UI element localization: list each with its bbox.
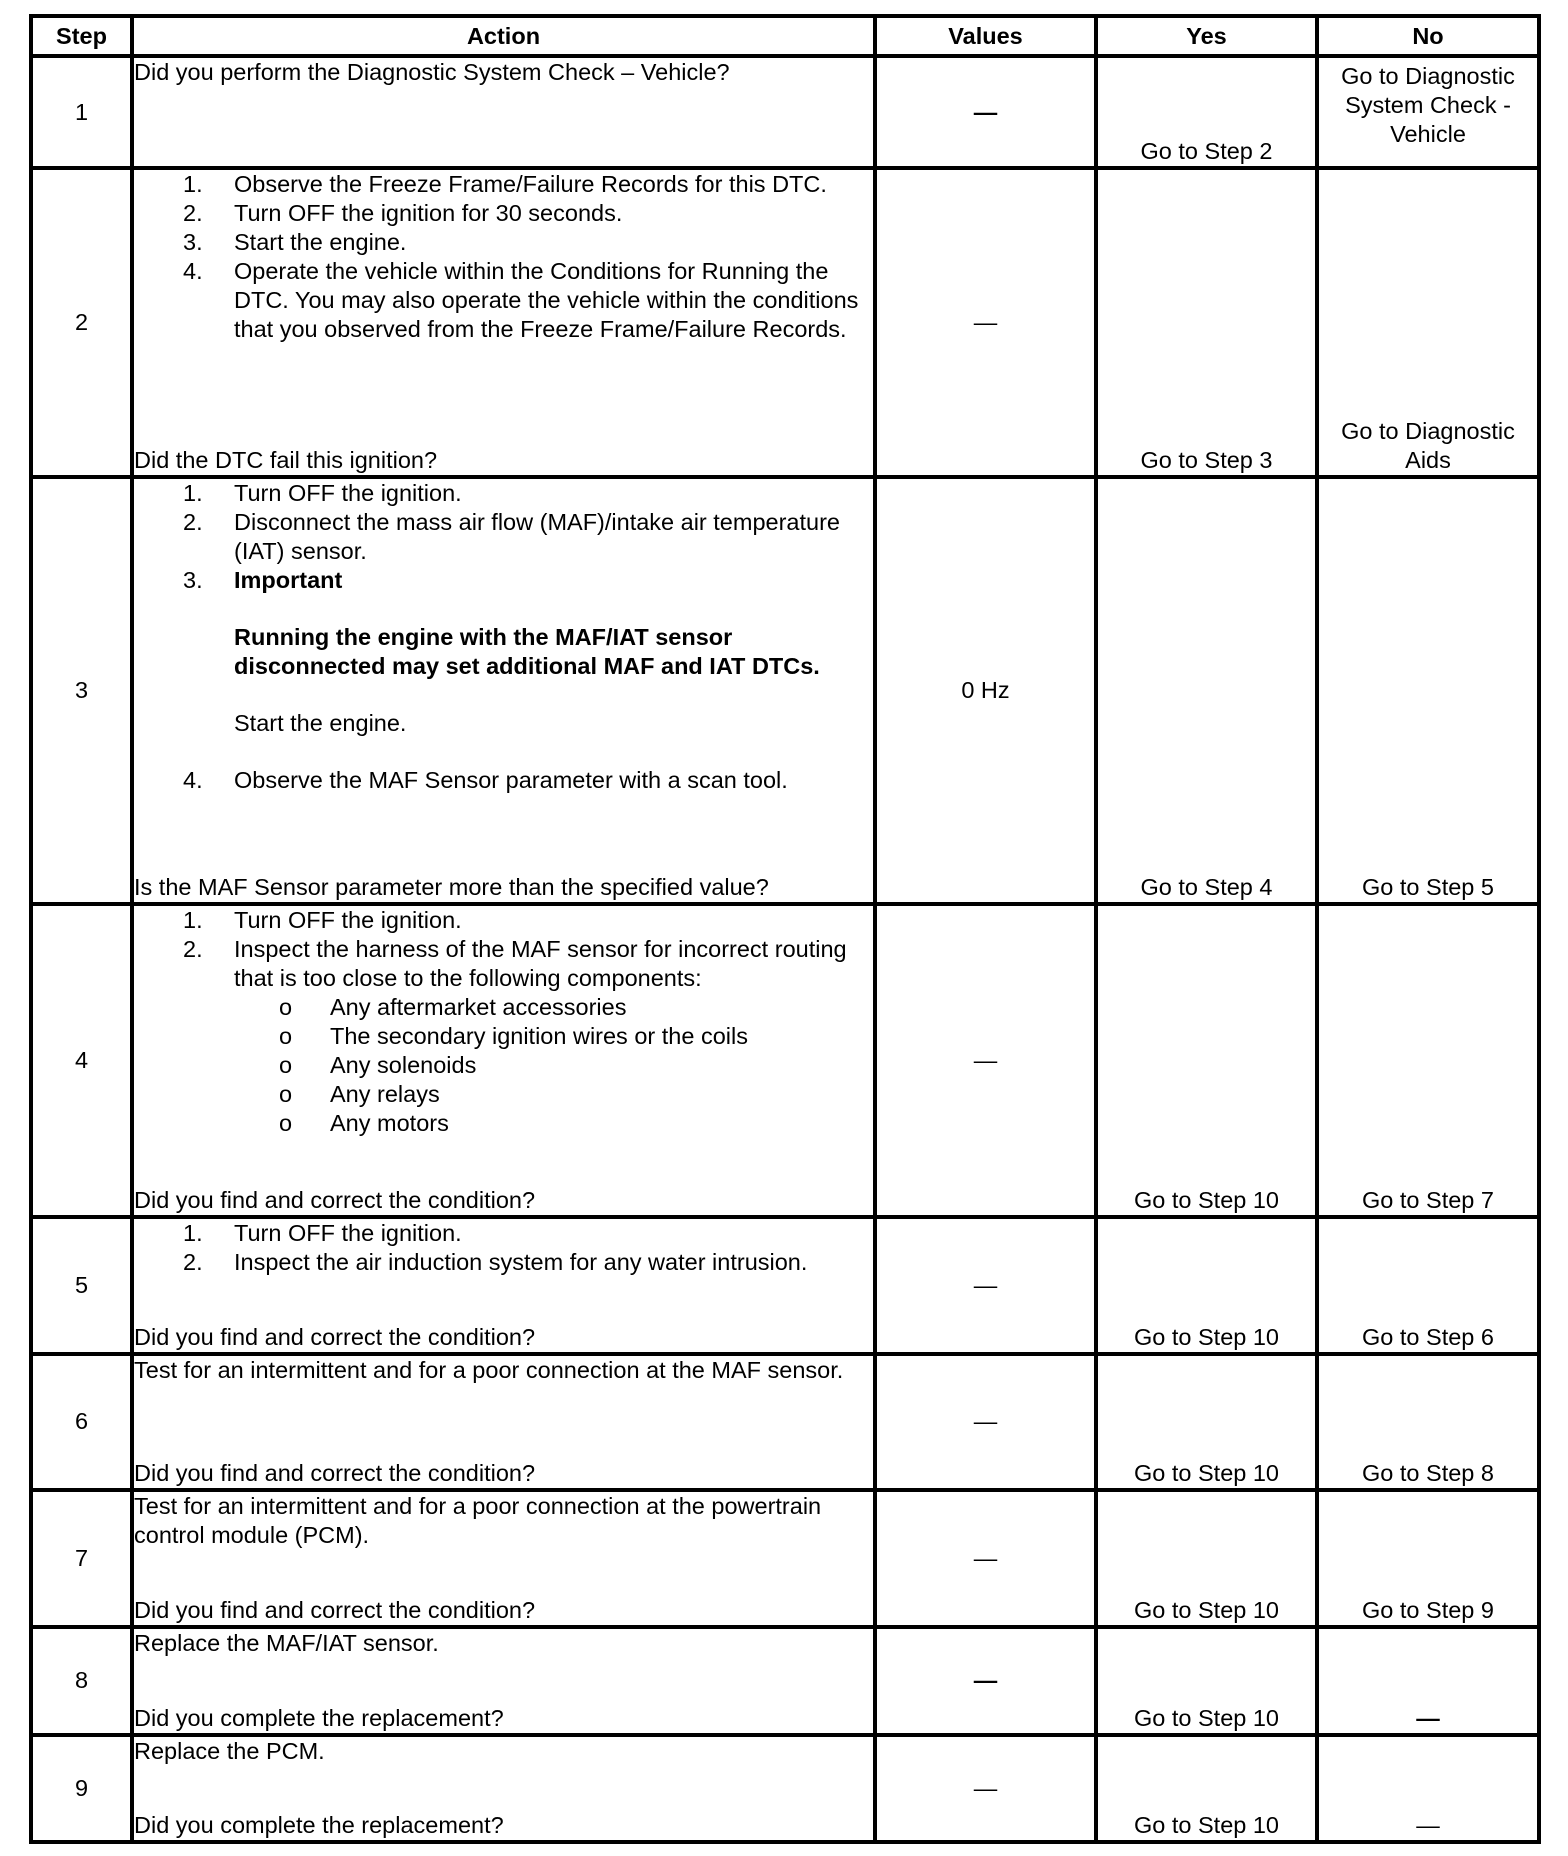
action-cell [132, 477, 875, 904]
action-cell [132, 1735, 875, 1842]
substep-text: Turn OFF the ignition for 30 seconds. [234, 200, 623, 227]
values-text: — [973, 1667, 998, 1694]
substep-list [134, 1219, 873, 1277]
substep-list [134, 479, 873, 795]
step-number: 7 [31, 1490, 132, 1627]
no-cell: Go to Step 8 [1317, 1354, 1539, 1491]
table-row-step-4 [31, 904, 1539, 1217]
action-cell [132, 1627, 875, 1734]
action-question: Did you find and correct the condition? [134, 1597, 536, 1624]
list-item: o Any motors [279, 1110, 449, 1137]
no-cell: Go to Diagnostic System Check - Vehicle [1317, 56, 1539, 168]
substep-text: Turn OFF the ignition. [234, 480, 462, 507]
table-row-step-2 [31, 168, 1539, 477]
values-text: — [973, 1774, 998, 1801]
action-text: Test for an intermittent and for a poor connection at the MAF sensor. [134, 1356, 844, 1383]
no-text: — [1416, 1812, 1440, 1838]
values-cell [875, 904, 1096, 1217]
list-item: 2. Disconnect the mass air flow (MAF)/intake air temperature (IAT) sensor. [183, 508, 873, 566]
yes-cell: Go to Step 10 [1096, 1627, 1317, 1734]
step-number: 4 [31, 904, 132, 1217]
list-item: 2. Inspect the air induction system for any water intrusion. [183, 1248, 873, 1277]
yes-cell: Go to Step 10 [1096, 1490, 1317, 1627]
action-question: Is the MAF Sensor parameter more than the specified value? [134, 874, 769, 901]
header-yes: Yes [1096, 16, 1317, 56]
action-question: Did the DTC fail this ignition? [134, 447, 438, 474]
substep-text: Turn OFF the ignition. [234, 1219, 462, 1246]
bullet-list [234, 993, 873, 1138]
yes-cell: Go to Step 10 [1096, 1354, 1317, 1491]
list-item: 1. Observe the Freeze Frame/Failure Records for this DTC. [183, 170, 873, 199]
action-question: Did you perform the Diagnostic System Check – Vehicle? [134, 59, 730, 85]
step-number: 6 [31, 1354, 132, 1491]
yes-cell: Go to Step 2 [1096, 56, 1317, 168]
table-row-step-1 [31, 56, 1539, 168]
table-row-step-8 [31, 1627, 1539, 1734]
yes-cell: Go to Step 3 [1096, 168, 1317, 477]
substep-list [134, 906, 873, 1138]
action-question: Did you complete the replacement? [134, 1812, 504, 1838]
values-cell [875, 1217, 1096, 1354]
action-cell [132, 168, 875, 477]
step-number: 9 [31, 1735, 132, 1842]
table-row-step-7 [31, 1490, 1539, 1627]
list-item: o Any aftermarket accessories [279, 994, 627, 1021]
substep-text: Observe the MAF Sensor parameter with a scan tool. [234, 767, 788, 794]
important-note: Running the engine with the MAF/IAT sensor disconnected may set additional MAF and IAT DTCs. [234, 624, 820, 680]
header-step: Step [31, 16, 132, 56]
table-row-step-5 [31, 1217, 1539, 1354]
step-number: 8 [31, 1627, 132, 1734]
list-item: 2. Inspect the harness of the MAF sensor for incorrect routing that is too close to the following components: o Any aftermarket accessories o The secondary ignition wires or the coils o Any solenoids o Any relays o Any motors [183, 935, 873, 1138]
list-item: 2. Turn OFF the ignition for 30 seconds. [183, 199, 873, 228]
diagnostic-table [29, 14, 1541, 1844]
no-cell: Go to Step 6 [1317, 1217, 1539, 1354]
yes-cell: Go to Step 10 [1096, 904, 1317, 1217]
values-cell [875, 1627, 1096, 1734]
values-cell [875, 1735, 1096, 1842]
substep-text: Turn OFF the ignition. [234, 907, 462, 934]
list-item: o The secondary ignition wires or the coils [279, 1023, 748, 1050]
action-cell [132, 1354, 875, 1491]
bullet-text: Any relays [330, 1081, 440, 1108]
substep-text: Operate the vehicle within the Conditions for Running the DTC. You may also operate the vehicle within the conditions that you observed from the Freeze Frame/Failure Records. [234, 258, 859, 343]
action-question: Did you complete the replacement? [134, 1704, 504, 1731]
list-item: o Any relays [279, 1081, 440, 1108]
header-row [31, 16, 1539, 56]
action-question: Did you find and correct the condition? [134, 1323, 536, 1350]
header-no: No [1317, 16, 1539, 56]
values-text: — [973, 1046, 998, 1073]
table-row-step-6 [31, 1354, 1539, 1491]
values-cell [875, 477, 1096, 904]
no-cell [1317, 1627, 1539, 1734]
values-cell [875, 1490, 1096, 1627]
step-number: 3 [31, 477, 132, 904]
action-question: Did you find and correct the condition? [134, 1186, 536, 1213]
substep-text: Start the engine. [234, 710, 407, 737]
header-values: Values [875, 16, 1096, 56]
step-number: 2 [31, 168, 132, 477]
bullet-text: Any motors [330, 1110, 449, 1137]
yes-cell: Go to Step 4 [1096, 477, 1317, 904]
values-text: — [973, 98, 998, 125]
bullet-text: The secondary ignition wires or the coils [330, 1023, 748, 1050]
values-text: — [973, 309, 998, 336]
action-text: Test for an intermittent and for a poor connection at the powertrain control module (PCM). [134, 1493, 822, 1549]
values-cell [875, 56, 1096, 168]
list-item: 1. Turn OFF the ignition. [183, 906, 873, 935]
values-text: — [973, 1545, 998, 1572]
list-item: 1. Turn OFF the ignition. [183, 1219, 873, 1248]
action-cell [132, 1217, 875, 1354]
substep-text: Disconnect the mass air flow (MAF)/intake air temperature (IAT) sensor. [234, 509, 840, 565]
values-text: — [973, 1408, 998, 1435]
no-cell: Go to Diagnostic Aids [1317, 168, 1539, 477]
bullet-text: Any aftermarket accessories [330, 994, 627, 1021]
no-text: — [1416, 1704, 1440, 1731]
no-cell: Go to Step 7 [1317, 904, 1539, 1217]
substep-text: Inspect the harness of the MAF sensor for incorrect routing that is too close to the following components: [234, 936, 847, 992]
list-item: 4. Operate the vehicle within the Conditions for Running the DTC. You may also operate the vehicle within the conditions that you observed from the Freeze Frame/Failure Records. [183, 257, 873, 344]
list-item: 3. Start the engine. [183, 228, 873, 257]
values-text: — [973, 1271, 998, 1298]
step-number: 1 [31, 56, 132, 168]
substep-text: Observe the Freeze Frame/Failure Records for this DTC. [234, 171, 827, 198]
action-text: Replace the PCM. [134, 1737, 325, 1764]
table-row-step-3 [31, 477, 1539, 904]
important-label: Important [234, 567, 343, 594]
values-cell [875, 168, 1096, 477]
substep-text: Inspect the air induction system for any water intrusion. [234, 1248, 808, 1275]
action-question: Did you find and correct the condition? [134, 1460, 536, 1487]
substep-list [134, 170, 873, 344]
list-item: 1. Turn OFF the ignition. [183, 479, 873, 508]
action-text: Replace the MAF/IAT sensor. [134, 1630, 439, 1657]
no-cell: Go to Step 5 [1317, 477, 1539, 904]
no-cell: Go to Step 9 [1317, 1490, 1539, 1627]
yes-cell: Go to Step 10 [1096, 1217, 1317, 1354]
action-cell [132, 1490, 875, 1627]
values-text: 0 Hz [961, 677, 1010, 704]
bullet-text: Any solenoids [330, 1052, 477, 1079]
list-item: 3. Important Running the engine with the MAF/IAT sensor disconnected may set additional MAF and IAT DTCs. Start the engine. [183, 566, 873, 738]
values-cell [875, 1354, 1096, 1491]
action-cell [132, 904, 875, 1217]
step-number: 5 [31, 1217, 132, 1354]
substep-text: Start the engine. [234, 229, 407, 256]
yes-cell: Go to Step 10 [1096, 1735, 1317, 1842]
table-row-step-9 [31, 1735, 1539, 1842]
header-action: Action [132, 16, 875, 56]
no-cell [1317, 1735, 1539, 1842]
action-cell [132, 56, 875, 168]
list-item: o Any solenoids [279, 1052, 477, 1079]
list-item: 4. Observe the MAF Sensor parameter with a scan tool. [183, 766, 873, 795]
